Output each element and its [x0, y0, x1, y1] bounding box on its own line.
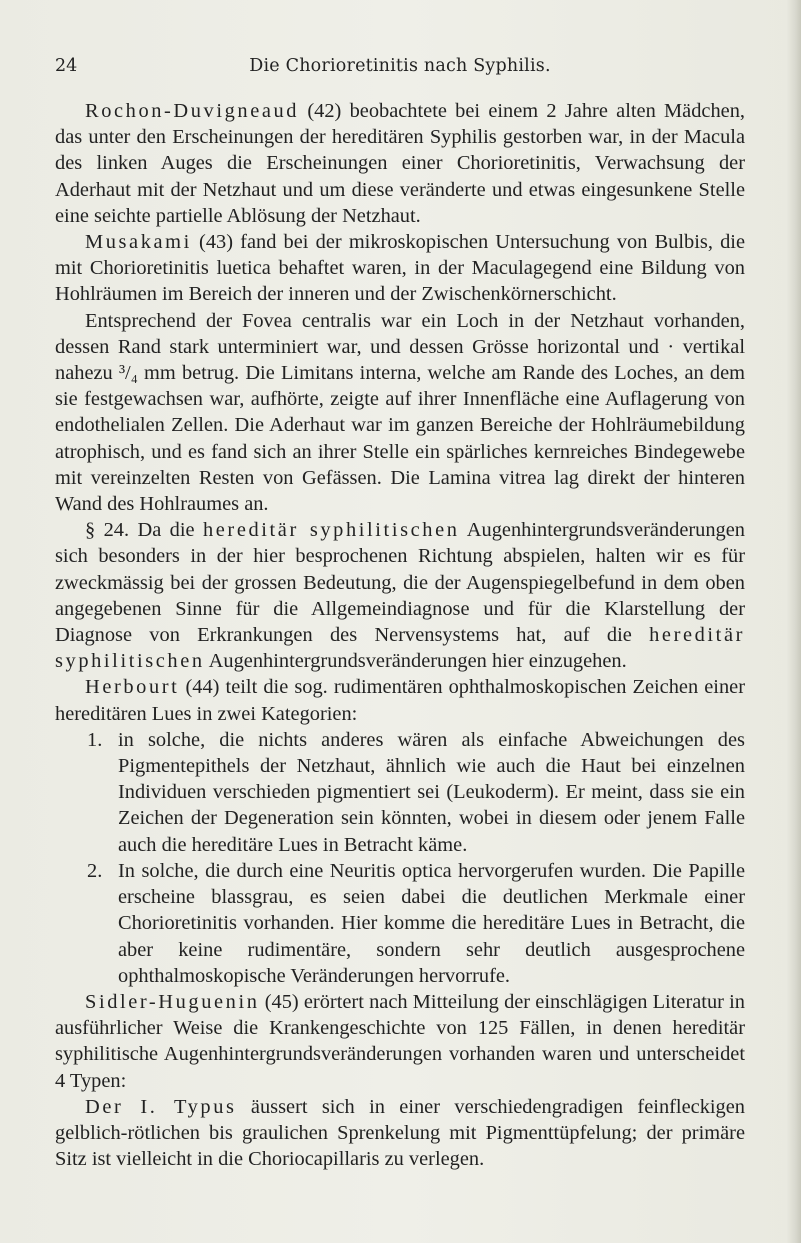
emphasis-spaced: hereditär syphilitischen [202, 519, 460, 542]
paragraph-fovea [55, 308, 745, 518]
body-text [55, 98, 745, 1172]
paragraph-text: (45) erörtert nach Mitteilung der einschlägigen Literatur in ausführlicher Weise die Krankengeschichte von 125 Fällen, in denen hereditär syphilitische Augenhintergrundsveränderungen vorhanden waren und unterscheidet 4 Typen: [55, 990, 745, 1092]
running-title: Die Chorioretinitis nach Syphilis. [249, 56, 551, 76]
author-name: Sidler-Huguenin [85, 990, 260, 1013]
fraction: ³/₄ [118, 362, 138, 385]
paragraph-text: Augenhintergrundsveränderungen hier einzugehen. [204, 650, 627, 673]
author-name: Rochon-Duvigneaud [85, 100, 300, 122]
paragraph-musakami [55, 229, 745, 308]
emphasis-spaced: Der I. Typus [85, 1095, 237, 1118]
list-number: 2. [87, 859, 103, 882]
paragraph-text: (44) teilt die sog. rudimentären ophthalmoskopischen Zeichen einer hereditären Lues in zwei Kategorien: [55, 676, 745, 725]
category-list [57, 727, 745, 989]
paragraph-text: Entsprechend der Fovea centralis war ein Loch in der Netzhaut vorhanden, dessen Rand stark unterminiert war, und dessen Grösse horizontal und · vertikal nahezu [55, 309, 745, 385]
paragraph-text: (43) fand bei der mikroskopischen Untersuchung von Bulbis, die mit Chorioretinitis luetica behaftet waren, in der Maculagegend eine Bildung von Hohlräumen im Bereich der inneren und der Zwischenkörnerschicht. [55, 231, 745, 306]
list-item [87, 858, 745, 989]
list-item [87, 727, 745, 858]
author-name: Herbourt [85, 676, 180, 699]
author-name: Musakami [85, 231, 192, 254]
paragraph-text: (42) beobachtete bei einem 2 Jahre alten Mädchen, das unter den Erscheinungen der hereditären Syphilis gestorben war, in der Macula des linken Auges die Erscheinungen einer Chorioretinitis, Verwachsung der Aderhaut mit der Netzhaut und um diese veränderte und etwas eingesunkene Stelle eine seichte partielle Ablösung der Netzhaut. [55, 100, 745, 227]
running-head [55, 56, 745, 82]
list-item-text: In solche, die durch eine Neuritis optica hervorgerufen wurden. Die Papille erscheine blassgrau, es seien dabei die deutlichen Merkmale einer Chorioretinitis vorhanden. Hier komme die hereditäre Lues in Betracht, die aber keine rudimentäre, sondern sehr deutlich ausgesprochene ophthalmoskopische Veränderungen hervorrufe. [118, 859, 745, 987]
paragraph-herbourt [55, 674, 745, 726]
paragraph-text: Augenhintergrundsveränderungen sich besonders in der hier besprochenen Richtung abspielen, halten wir es für zweckmässig bei der grossen Bedeutung, die der Augenspiegelbefund in dem oben angegebenen Sinne für die Allgemeindiagnose und für die Klarstellung der Diagnose von Erkrankungen des Nervensystems hat, auf die [55, 519, 746, 647]
emphasis-spaced: hereditär syphilitischen [55, 624, 745, 673]
paragraph-sidler [55, 989, 745, 1094]
paragraph-rochon [55, 98, 745, 229]
paragraph-section-24 [55, 517, 745, 674]
paragraph-typus-1 [55, 1094, 745, 1173]
page-number: 24 [55, 56, 78, 76]
page-edge-shadow [787, 0, 801, 1243]
list-item-text: in solche, die nichts anderes wären als einfache Abweichungen des Pigmentepithels der Netzhaut, ähnlich wie auch die Haut bei einzelnen Individuen verschieden pigmentiert sei (Leukoderm). Er meint, dass sie ein Zeichen der Degeneration sein könnten, wobei in diesem oder jenem Falle auch die hereditäre Lues in Betracht käme. [118, 728, 745, 856]
paragraph-text: äussert sich in einer verschiedengradigen feinfleckigen gelblich-rötlichen bis graulichen Sprenkelung mit Pigmenttüpfelung; der primäre Sitz ist vielleicht in die Choriocapillaris zu verlegen. [55, 1095, 745, 1171]
paragraph-text: § 24. Da die [85, 519, 203, 542]
list-number: 1. [87, 728, 103, 751]
paragraph-text: mm betrug. Die Limitans interna, welche am Rande des Loches, an dem sie festgewachsen war, aufhörte, zeigte auf ihrer Innenfläche eine Auflagerung von endothelialen Zellen. Die Aderhaut war im ganzen Bereiche der Hohlräumebildung atrophisch, und es fand sich an ihrer Stelle ein spärliches kernreiches Bindegewebe mit vereinzelten Resten von Gefässen. Die Lamina vitrea lag direkt der hinteren Wand des Hohlraumes an. [55, 362, 745, 516]
